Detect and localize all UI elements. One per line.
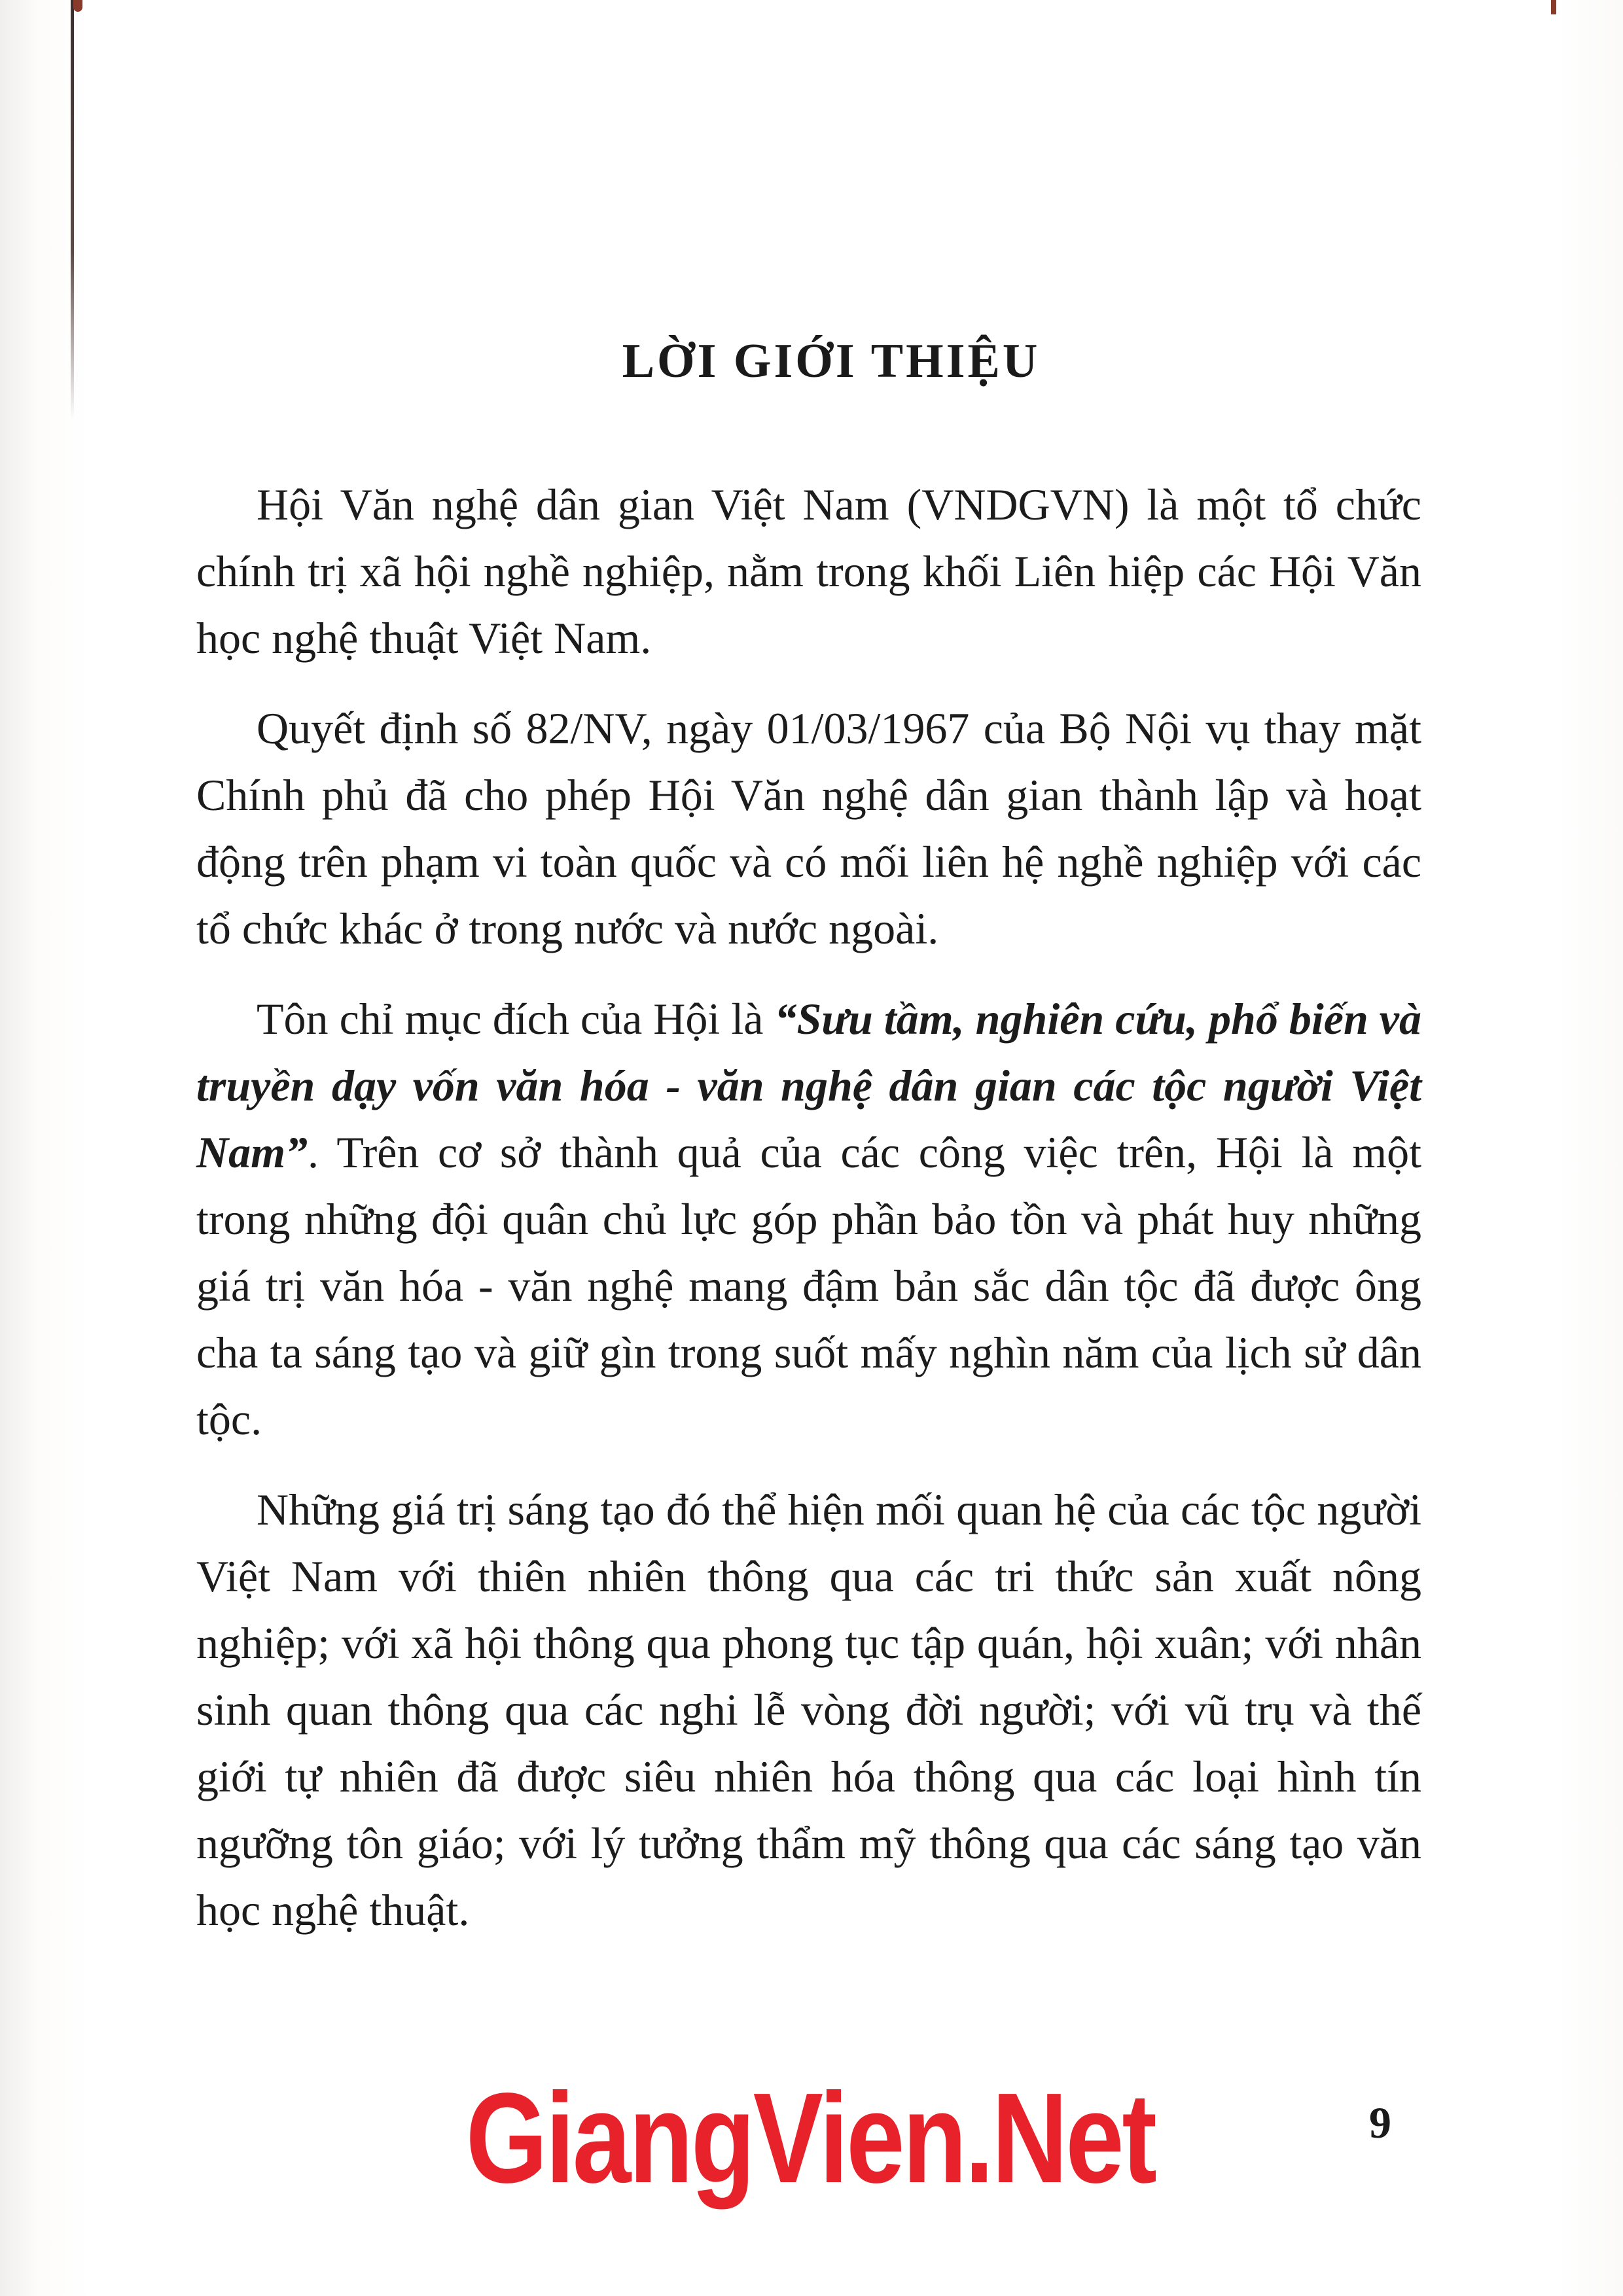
- paragraph-text: . Trên cơ sở thành quả của các công việc trên, Hội là một trong những đội quân chủ lực góp phần bảo tồn và phát huy những giá trị văn hóa - văn nghệ mang đậm bản sắc dân tộc đã được ông cha ta sáng tạo và giữ gìn trong suốt mấy nghìn năm của lịch sử dân tộc.: [196, 1127, 1421, 1444]
- watermark-logo: GiangVien.Net: [465, 2066, 1155, 2210]
- page-corner-mark: [1551, 0, 1556, 14]
- paragraph: [196, 695, 1421, 962]
- paragraph-text: Tôn chỉ mục đích của Hội là: [257, 994, 775, 1044]
- chapter-title: LỜI GIỚI THIỆU: [622, 334, 1041, 388]
- paragraph-text: Hội Văn nghệ dân gian Việt Nam (VNDGVN) là một tổ chức chính trị xã hội nghề nghiệp, nằm trong khối Liên hiệp các Hội Văn học nghệ thuật Việt Nam.: [196, 480, 1421, 663]
- paragraph: [196, 1476, 1421, 1943]
- page-number: 9: [1369, 2098, 1391, 2147]
- paragraph-text: Quyết định số 82/NV, ngày 01/03/1967 của Bộ Nội vụ thay mặt Chính phủ đã cho phép Hội Văn nghệ dân gian thành lập và hoạt động trên phạm vi toàn quốc và có mối liên hệ nghề nghiệp với các tổ chức khác ở trong nước và nước ngoài.: [196, 703, 1421, 953]
- page-corner-mark: [73, 0, 82, 12]
- paragraph-text: Những giá trị sáng tạo đó thể hiện mối quan hệ của các tộc người Việt Nam với thiên nhiên thông qua các tri thức sản xuất nông nghiệp; với xã hội thông qua phong tục tập quán, hội xuân; với nhân sinh quan thông qua các nghi lễ vòng đời người; với vũ trụ và thế giới tự nhiên đã được siêu nhiên hóa thông qua các loại hình tín ngưỡng tôn giáo; với lý tưởng thẩm mỹ thông qua các sáng tạo văn học nghệ thuật.: [196, 1485, 1421, 1935]
- paragraph: [196, 985, 1421, 1453]
- body-text: [196, 471, 1421, 1967]
- paragraph: [196, 471, 1421, 671]
- motto-quote: “Sưu tầm, nghiên cứu, phổ biến và truyền dạy vốn văn hóa - văn nghệ dân gian các tộc người Việt Nam”: [196, 994, 1421, 1177]
